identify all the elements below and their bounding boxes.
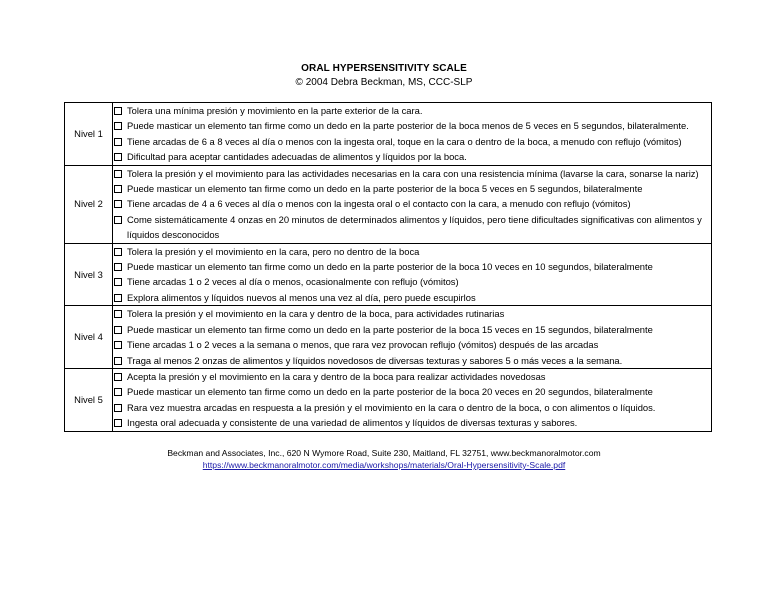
criterion-text: Tiene arcadas 1 o 2 veces al día o menos, ocasionalmente con reflujo (vómitos) [127, 276, 459, 288]
checkbox-icon[interactable] [114, 357, 122, 365]
level-label: Nivel 5 [65, 368, 113, 431]
list-item [113, 384, 711, 399]
footer-link-line [0, 460, 768, 470]
checkbox-icon[interactable] [114, 153, 122, 161]
list-item [113, 196, 711, 211]
checkbox-icon[interactable] [114, 404, 122, 412]
criterion-text: Tiene arcadas de 4 a 6 veces al día o menos con la ingesta oral o el contacto con la cara, a menudo con reflujo (vómitos) [127, 198, 631, 210]
criterion-text: Explora alimentos y líquidos nuevos al menos una vez al día, pero puede escupirlos [127, 291, 476, 303]
checkbox-icon[interactable] [114, 310, 122, 318]
table-row [65, 306, 712, 369]
table-row [65, 243, 712, 306]
list-item [113, 149, 711, 164]
criterion-text: Traga al menos 2 onzas de alimentos y líquidos novedosos de diversas texturas y sabores 5 o más veces a la semana. [127, 354, 623, 366]
checkbox-icon[interactable] [114, 326, 122, 334]
checkbox-icon[interactable] [114, 341, 122, 349]
list-item [113, 244, 711, 259]
level-criteria [113, 103, 712, 166]
list-item [113, 322, 711, 337]
criterion-text: Tiene arcadas 1 o 2 veces a la semana o menos, que rara vez provocan reflujo (vómitos) después de las arcadas [127, 339, 599, 351]
list-item [113, 353, 711, 368]
criterion-text: Tolera la presión y el movimiento en la cara y dentro de la boca, para actividades rutinarias [127, 308, 505, 320]
checkbox-icon[interactable] [114, 138, 122, 146]
list-item [113, 290, 711, 305]
criterion-text: Tolera la presión y el movimiento en la cara, pero no dentro de la boca [127, 245, 420, 257]
checkbox-icon[interactable] [114, 170, 122, 178]
pdf-link[interactable]: https://www.beckmanoralmotor.com/media/workshops/materials/Oral-Hypersensitivity-Scale.pdf [202, 460, 566, 470]
hypersensitivity-scale-table [64, 102, 712, 432]
list-item [113, 103, 711, 118]
criterion-text: Puede masticar un elemento tan firme como un dedo en la parte posterior de la boca 10 veces en 10 segundos, bilateralmente [127, 261, 653, 273]
criterion-text: Puede masticar un elemento tan firme como un dedo en la parte posterior de la boca menos de 5 veces en 5 segundos, bilateralmente. [127, 120, 689, 132]
criterion-text: Tiene arcadas de 6 a 8 veces al día o menos con la ingesta oral, toque en la cara o dentro de la boca, a menudo con reflujo (vómitos) [127, 135, 682, 147]
table-row [65, 103, 712, 166]
checkbox-icon[interactable] [114, 200, 122, 208]
level-label: Nivel 1 [65, 103, 113, 166]
level-criteria [113, 165, 712, 243]
criterion-text: Ingesta oral adecuada y consistente de una variedad de alimentos y líquidos de diversas texturas y sabores. [127, 417, 578, 429]
criterion-text: Tolera una mínima presión y movimiento en la parte exterior de la cara. [127, 105, 423, 116]
level-criteria [113, 243, 712, 306]
checkbox-icon[interactable] [114, 216, 122, 224]
copyright-line: © 2004 Debra Beckman, MS, CCC-SLP [295, 77, 473, 88]
level-criteria [113, 306, 712, 369]
criterion-text: Dificultad para aceptar cantidades adecuadas de alimentos y líquidos por la boca. [127, 151, 467, 163]
level-criteria [113, 368, 712, 431]
checkbox-icon[interactable] [114, 263, 122, 271]
list-item [113, 118, 711, 133]
criterion-text: Tolera la presión y el movimiento para las actividades necesarias en la cara con una resistencia mínima (lavarse la cara, sonarse la nariz) [127, 167, 699, 179]
criterion-text: Acepta la presión y el movimiento en la cara y dentro de la boca para realizar actividades novedosas [127, 370, 546, 382]
list-item [113, 306, 711, 321]
checkbox-icon[interactable] [114, 185, 122, 193]
level-label: Nivel 2 [65, 165, 113, 243]
table-row [65, 368, 712, 431]
criterion-text: Puede masticar un elemento tan firme como un dedo en la parte posterior de la boca 5 veces en 5 segundos, bilateralmente [127, 183, 643, 195]
list-item [113, 259, 711, 274]
criterion-text: Puede masticar un elemento tan firme como un dedo en la parte posterior de la boca 20 veces en 20 segundos, bilateralmente [127, 386, 653, 398]
level-label: Nivel 3 [65, 243, 113, 306]
list-item [113, 181, 711, 196]
criterion-text: Puede masticar un elemento tan firme como un dedo en la parte posterior de la boca 15 veces en 15 segundos, bilateralmente [127, 323, 653, 335]
checkbox-icon[interactable] [114, 373, 122, 381]
list-item [113, 369, 711, 384]
checkbox-icon[interactable] [114, 278, 122, 286]
table-row [65, 165, 712, 243]
checkbox-icon[interactable] [114, 248, 122, 256]
checkbox-icon[interactable] [114, 294, 122, 302]
list-item [113, 274, 711, 289]
checkbox-icon[interactable] [114, 122, 122, 130]
checkbox-icon[interactable] [114, 107, 122, 115]
list-item [113, 212, 711, 243]
list-item [113, 400, 711, 415]
document-title: ORAL HYPERSENSITIVITY SCALE [301, 63, 467, 74]
list-item [113, 166, 711, 181]
checkbox-icon[interactable] [114, 419, 122, 427]
list-item [113, 134, 711, 149]
footer-address: Beckman and Associates, Inc., 620 N Wymore Road, Suite 230, Maitland, FL 32751, www.beckmanoralmotor.com [167, 448, 601, 458]
list-item [113, 415, 711, 430]
list-item [113, 337, 711, 352]
checkbox-icon[interactable] [114, 388, 122, 396]
criterion-text: Rara vez muestra arcadas en respuesta a la presión y el movimiento en la cara o dentro de la boca, o con alimentos o líquidos. [127, 401, 656, 413]
criterion-text: Come sistemáticamente 4 onzas en 20 minutos de determinados alimentos y líquidos, pero tiene dificultades significativas con alimentos y líquidos desconocidos [127, 213, 702, 241]
level-label: Nivel 4 [65, 306, 113, 369]
